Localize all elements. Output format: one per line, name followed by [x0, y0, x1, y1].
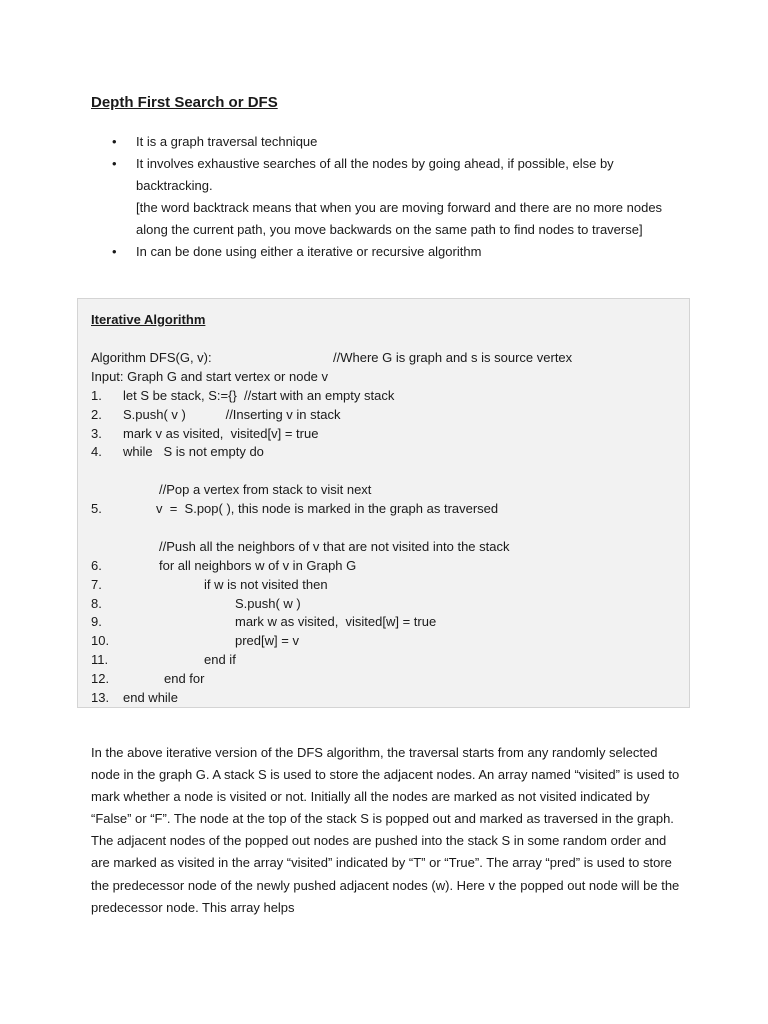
line-number: 12. [91, 671, 110, 687]
bullet-list [112, 131, 672, 263]
line-code: pred[w] = v [235, 633, 299, 649]
algorithm-line [91, 406, 681, 425]
algorithm-line [91, 500, 681, 519]
line-code: //Push all the neighbors of v that are not visited into the stack [159, 538, 510, 554]
bullet-note: [the word backtrack means that when you are moving forward and there are no more nodes along the current path, you move backwards on the same path to find nodes to traverse] [136, 200, 663, 237]
line-number: 8. [91, 595, 102, 611]
line-code: for all neighbors w of v in Graph G [159, 557, 357, 573]
algorithm-line [91, 651, 681, 670]
list-item [112, 241, 672, 263]
page-title: Depth First Search or DFS [91, 94, 278, 111]
list-item [112, 153, 672, 241]
algorithm-line [91, 595, 681, 614]
algorithm-line [91, 425, 681, 444]
line-code: if w is not visited then [204, 576, 328, 592]
line-code: Input: Graph G and start vertex or node v [91, 368, 329, 384]
line-number: 7. [91, 576, 102, 592]
line-code: //Pop a vertex from stack to visit next [159, 482, 372, 498]
bullet-icon: • [112, 156, 117, 171]
algorithm-lines [91, 349, 681, 708]
line-number: 5. [91, 501, 102, 517]
bullet-text: It is a graph traversal technique [136, 134, 318, 149]
line-number: 10. [91, 633, 110, 649]
algorithm-heading: Iterative Algorithm [91, 312, 206, 327]
line-number: 6. [91, 557, 102, 573]
algorithm-line [91, 670, 681, 689]
algorithm-line [91, 481, 681, 500]
line-number: 11. [91, 652, 109, 668]
line-code: end for [164, 671, 205, 687]
bullet-icon: • [112, 134, 117, 149]
explanation-paragraph: In the above iterative version of the DFS algorithm, the traversal starts from any randomly selected node in the graph G. A stack S is used to store the adjacent nodes. An array named “visited” is used to mark whether a node is visited or not. Initially all the nodes are marked as not visited indicated by “False” or “F”. The node at the top of the stack S is popped out and marked as traversed in the graph. The adjacent nodes of the popped out nodes are pushed into the stack S in some random order and are marked as visited in the array “visited” indicated by “T” or “True”. The array “pred” is used to store the predecessor node of the newly pushed adjacent nodes (w). Here v the popped out node will be the predecessor node. This array helps [91, 745, 680, 915]
line-code: S.push( v ) //Inserting v in stack [123, 406, 341, 422]
line-number: 2. [91, 406, 102, 422]
line-number: 9. [91, 614, 102, 630]
bullet-icon: • [112, 244, 117, 259]
line-comment: //Where G is graph and s is source vertex [333, 350, 573, 365]
algorithm-box [77, 298, 690, 708]
line-code: mark w as visited, visited[w] = true [235, 614, 437, 630]
algorithm-line [91, 538, 681, 557]
line-code: mark v as visited, visited[v] = true [123, 425, 319, 441]
algorithm-line [91, 443, 681, 462]
line-code: S.push( w ) [235, 595, 301, 611]
line-code: Algorithm DFS(G, v): [91, 350, 212, 365]
algorithm-line [91, 349, 681, 368]
algorithm-line [91, 689, 681, 708]
line-code: while S is not empty do [123, 444, 264, 460]
algorithm-line [91, 613, 681, 632]
bullet-text: It involves exhaustive searches of all the nodes by going ahead, if possible, else by backtracking. [136, 156, 614, 193]
algorithm-line [91, 368, 681, 387]
bullet-text: In can be done using either a iterative or recursive algorithm [136, 244, 482, 259]
algorithm-line [91, 387, 681, 406]
list-item [112, 131, 672, 153]
line-number: 3. [91, 425, 102, 441]
line-number: 13. [91, 690, 110, 706]
line-code: end while [123, 690, 178, 706]
line-code: let S be stack, S:={} //start with an empty stack [123, 387, 395, 403]
line-number: 4. [91, 444, 102, 460]
algorithm-line [91, 462, 681, 481]
line-code: end if [204, 652, 236, 668]
algorithm-line [91, 557, 681, 576]
algorithm-line [91, 519, 681, 538]
algorithm-line [91, 576, 681, 595]
algorithm-line [91, 632, 681, 651]
line-number: 1. [91, 387, 102, 403]
line-code: v = S.pop( ), this node is marked in the graph as traversed [156, 501, 499, 517]
